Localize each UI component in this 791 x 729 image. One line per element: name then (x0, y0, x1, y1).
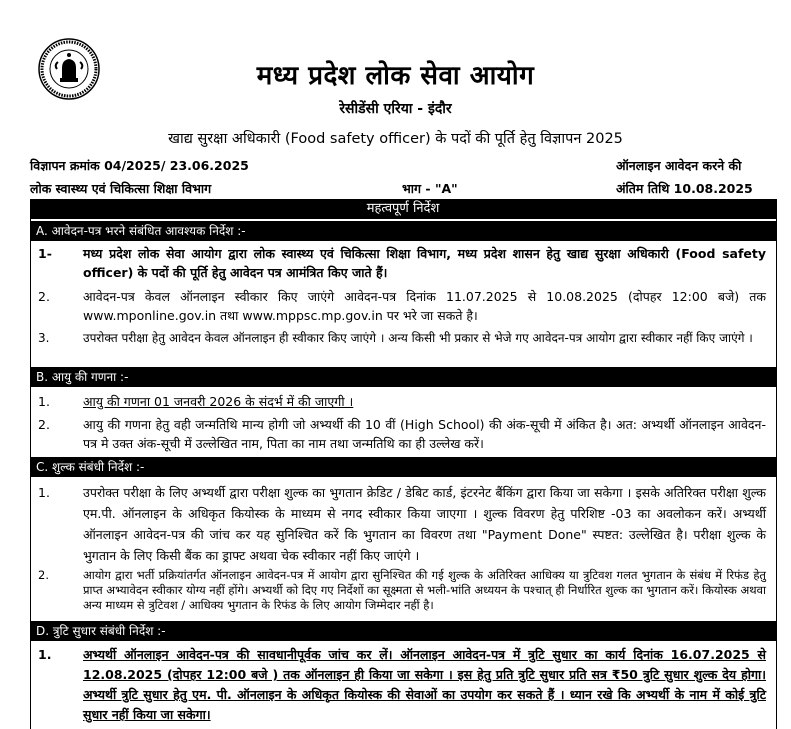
item-text: आवेदन-पत्र केवल ऑनलाइन स्वीकार किए जाएंगे आवेदन-पत्र दिनांक 11.07.2025 से 10.08.2025 (दोपहर 12:00 बजे) तक www.mponline.gov.in तथा www.mppsc.mp.gov.in पर भरे जा सकते है। (83, 289, 766, 323)
item-number: 2. (38, 417, 50, 432)
list-item (30, 415, 776, 455)
item-number: 1. (38, 485, 50, 500)
item-text: आयोग द्वारा भर्ती प्रक्रियांतर्गत ऑनलाइन आवेदन-पत्र में आयोग द्वारा सुनिश्चित की गई शुल्क के अतिरिक्त आधिक्य या त्रुटिवश गलत भुगतान के संबंध में रिफंड हेतु प्राप्त अभ्यावेदन स्वीकार योग्य नहीं होंगे। अभ्यर्थी को दिए गए निर्देशों का सूक्ष्मता से भली-भांति अध्ययन के पश्चात् ही निर्धारित शुल्क का भुगतान करें। कियोस्क अथवा अन्य माध्यम से त्रुटिवश / आधिक्य भुगतान के रिफंड के लिए आयोग जिम्मेदार नहीं है। (83, 568, 766, 612)
item-number: 3. (38, 331, 50, 345)
list-item (30, 392, 776, 412)
item-number: 1. (38, 394, 50, 409)
list-item (30, 331, 776, 363)
item-text: आयु की गणना हेतु वही जन्मतिथि मान्य होगी जो अभ्यर्थी की 10 वीं (High School) की अंक-सूची में अंकित है। अत: अभ्यर्थी ऑनलाइन आवेदन-पत्र मे उक्त अंक-सूची में उल्लेखित नाम, पिता का नाम तथा जन्मतिथि का ही उल्लेख करें। (83, 417, 766, 451)
section-a-heading: A. आवेदन-पत्र भरने संबंधित आवश्यक निर्देश :- (30, 221, 776, 241)
item-text: उपरोक्त परीक्षा हेतु आवेदन केवल ऑनलाइन ही स्वीकार किए जाएंगे । अन्य किसी भी प्रकार से भेजे गए आवेदन-पत्र आयोग द्वारा स्वीकार नहीं किए जाएंगे । (83, 331, 753, 345)
item-text: उपरोक्त परीक्षा के लिए अभ्यर्थी द्वारा परीक्षा शुल्क का भुगतान क्रेडिट / डेबिट कार्ड, इंटरनेट बैंकिंग द्वारा किया जा सकेगा । इसके अतिरिक्त परीक्षा शुल्क एम.पी. ऑनलाइन के अधिकृत कियोस्क के माध्यम से नगद स्वीकार किया जाएगा । शुल्क विवरण हेतु परिशिष्ट -03 का अवलोकन करें। अभ्यर्थी ऑनलाइन आवेदन-पत्र की जांच कर यह सुनिश्चित करें कि भुगतान का विवरण तथा "Payment Done" स्पष्टत: उल्लेखित है। परीक्षा शुल्क के भुगतान के लिए किसी बैंक का ड्राफ्ट अथवा चेक स्वीकार नहीं किए जाएंगे । (83, 485, 766, 563)
item-number: 1. (38, 647, 52, 662)
list-item (30, 287, 776, 327)
item-text: अभ्यर्थी ऑनलाइन आवेदन-पत्र की सावधानीपूर्वक जांच कर लें। ऑनलाइन आवेदन-पत्र में त्रुटि सुधार का कार्य दिनांक 16.07.2025 से 12.08.2025 (दोपहर 12:00 बजे ) तक ऑनलाइन ही किया जा सकेगा । इस हेतु प्रति त्रुटि सुधार प्रति सत्र ₹50 त्रुटि सुधार शुल्क देय होगा। अभ्यर्थी त्रुटि सुधार हेतु एम. पी. ऑनलाइन के अधिकृत कियोस्क की सेवाओं का उपयोग कर सकते हैं । ध्यान रखे कि अभ्यर्थी के नाम में कोई त्रुटि सुधार नहीं किया जा सकेगा। (83, 647, 766, 722)
commission-title: मध्य प्रदेश लोक सेवा आयोग (256, 61, 535, 91)
list-item (30, 482, 776, 566)
advertisement-title: खाद्य सुरक्षा अधिकारी (Food safety officer) के पदों की पूर्ति हेतु विज्ञापन 2025 (168, 131, 623, 147)
deadline-line-1: ऑनलाइन आवेदन करने की (616, 158, 742, 173)
office-location: रेसीडेंसी एरिया - इंदौर (339, 101, 452, 117)
list-item (30, 645, 776, 722)
section-c-heading: C. शुल्क संबंधी निर्देश :- (30, 457, 776, 477)
list-item (30, 244, 776, 284)
part-label: भाग - "A" (402, 181, 458, 196)
deadline-line-2: अंतिम तिथि 10.08.2025 (616, 181, 753, 196)
section-d-heading: D. त्रुटि सुधार संबंधी निर्देश :- (30, 621, 776, 641)
advertisement-number: विज्ञापन क्रमांक 04/2025/ 23.06.2025 (30, 158, 249, 173)
item-number: 1- (38, 246, 52, 261)
main-heading-bar: महत्वपूर्ण निर्देश (30, 199, 776, 219)
department-name: लोक स्वास्थ्य एवं चिकित्सा शिक्षा विभाग (30, 181, 212, 196)
item-number: 2. (38, 289, 50, 304)
item-text: आयु की गणना 01 जनवरी 2026 के संदर्भ में की जाएगी । (83, 394, 354, 409)
item-number: 2. (38, 568, 49, 582)
section-b-heading: B. आयु की गणना :- (30, 367, 776, 387)
item-text: मध्य प्रदेश लोक सेवा आयोग द्वारा लोक स्वास्थ्य एवं चिकित्सा शिक्षा विभाग, मध्य प्रदेश शासन हेतु खाद्य सुरक्षा अधिकारी (Food safety officer) के पदों की पूर्ति हेतु आवेदन पत्र आमंत्रित किए जाते हैं। (83, 246, 766, 280)
list-item (30, 568, 776, 616)
